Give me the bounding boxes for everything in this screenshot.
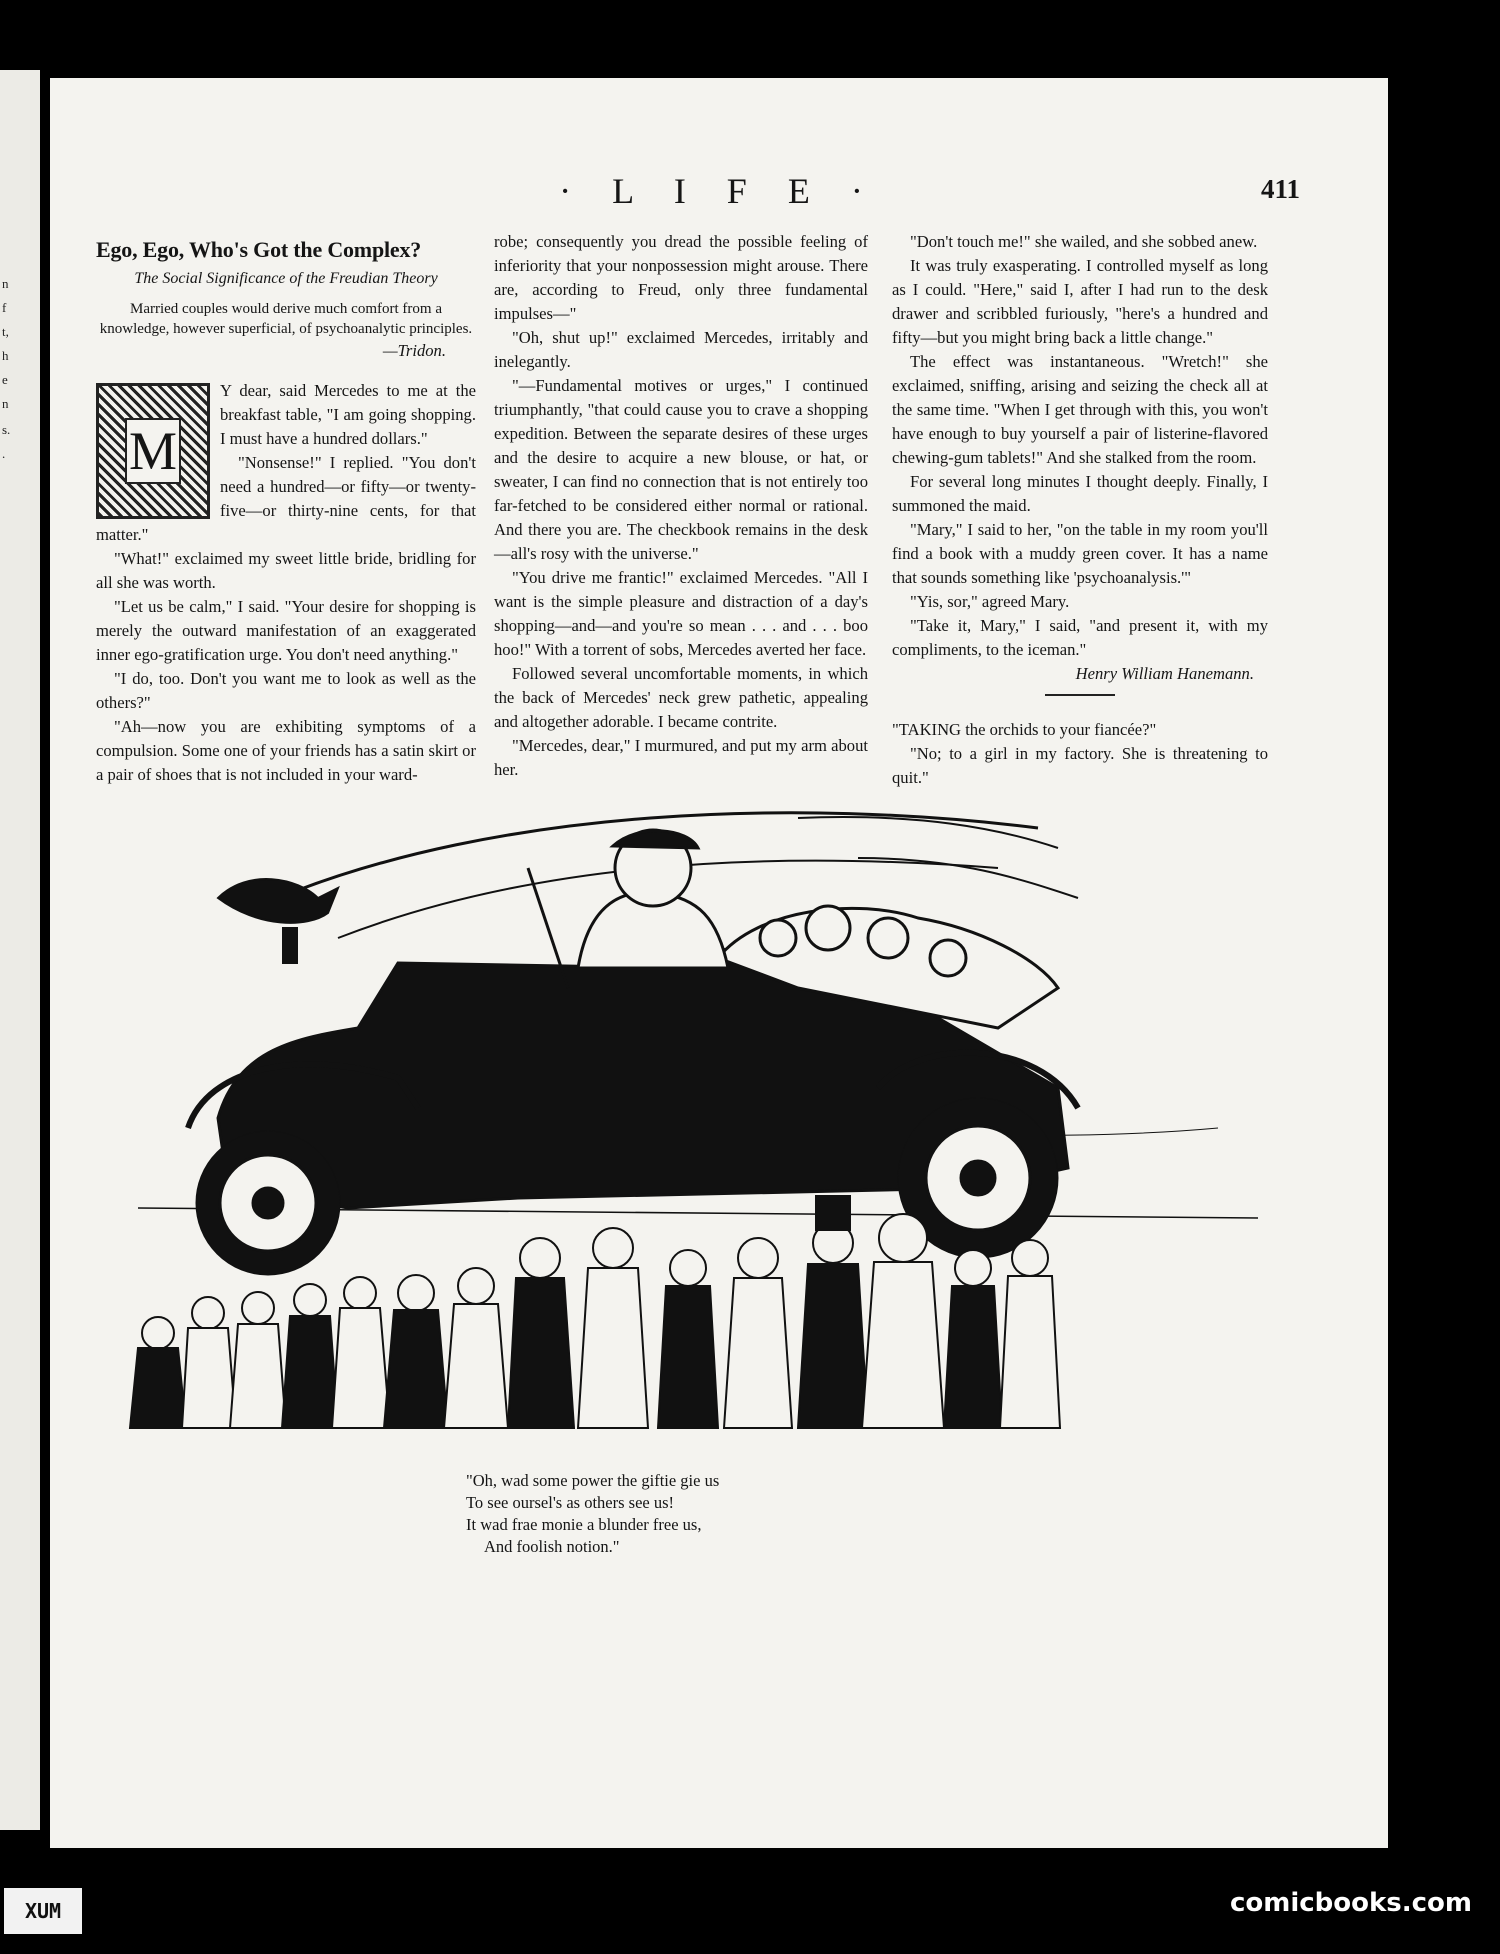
speed-line — [798, 817, 1058, 848]
paragraph: "Don't touch me!" she wailed, and she sobbed anew. — [910, 232, 1258, 251]
paragraph: "—Fundamental motives or urges," I continued triumphantly, "that could cause you to crave a shopping expedition. Between the separate desires of these urges and the desire to acquire a new blouse, or hat, or sweater, I can find no connection that is not entirely too far-fetched to be considered either normal or rational. And there you are. The checkbook remains in the desk—all's rosy with the universe." — [494, 376, 868, 563]
paragraph: For several long minutes I thought deeply. Finally, I summoned the maid. — [892, 472, 1268, 515]
figure — [508, 1238, 574, 1428]
article-subtitle: The Social Significance of the Freudian Theory — [134, 270, 438, 287]
paragraph: "Yis, sor," agreed Mary. — [910, 592, 1070, 611]
page-number: 411 — [1260, 174, 1300, 204]
figure — [130, 1317, 186, 1428]
article-column-3 — [892, 230, 1268, 790]
paragraph: "Ah—now you are exhibiting symptoms of a compulsion. Some one of your friends has a satin skirt or a pair of shoes that is not included in your ward- — [96, 717, 476, 784]
eagle-hood-ornament — [218, 879, 338, 963]
figure — [798, 1196, 868, 1428]
article-column-2 — [494, 230, 868, 782]
caption-line: And foolish notion." — [484, 1537, 620, 1556]
paragraph: "Mary," I said to her, "on the table in my room you'll find a book with a muddy green cover. It has a name that sounds something like 'psychoanalysis.'" — [892, 520, 1268, 587]
drop-cap-letter: M — [125, 418, 181, 484]
author-signature: Henry William Hanemann. — [1075, 664, 1254, 683]
figure — [944, 1250, 1002, 1428]
caption-line: "Oh, wad some power the giftie gie us — [466, 1471, 720, 1490]
paragraph: "I do, too. Don't you want me to look as well as the others?" — [96, 669, 476, 712]
caption-line: To see oursel's as others see us! — [466, 1493, 675, 1512]
front-wheel — [196, 1131, 340, 1275]
paragraph: It was truly exasperating. I controlled myself as long as I could. "Here," said I, after I had run to the desk drawer and scribbled furiously, "here's a hundred and fifty—but you might bring back a little change." — [892, 256, 1268, 347]
paragraph: "Nonsense!" I replied. "You don't need a hundred—or fifty—or twenty-five—or thirty-nine cents, for that matter." — [96, 453, 476, 544]
paragraph: "Oh, shut up!" exclaimed Mercedes, irritably and inelegantly. — [494, 328, 868, 371]
joke-line: "TAKING the orchids to your fiancée?" — [892, 720, 1157, 739]
epigraph-author: —Tridon. — [382, 341, 446, 360]
edge-fragment: f — [2, 300, 7, 315]
edge-fragment: h — [2, 348, 9, 363]
speed-line — [858, 858, 1078, 898]
edge-fragment: e — [2, 372, 8, 387]
edge-fragment: n — [2, 396, 9, 411]
edge-fragment: s. — [2, 422, 11, 437]
divider — [1045, 694, 1115, 696]
figure — [658, 1250, 718, 1428]
figure — [282, 1284, 338, 1428]
edge-fragment: . — [2, 446, 6, 461]
paragraph: Y dear, said Mercedes to me at the breakfast table, "I am going shopping. I must have a hundred dollars." — [220, 381, 476, 448]
figure — [384, 1275, 448, 1428]
figure — [578, 1228, 648, 1428]
figure — [724, 1238, 792, 1428]
edge-fragment: t, — [2, 324, 9, 339]
paragraph: "Take it, Mary," I said, "and present it, with my compliments, to the iceman." — [892, 616, 1268, 659]
paragraph: robe; consequently you dread the possible feeling of inferiority that your nonpossession might arouse. There are, according to Freud, only three fundamental impulses—" — [494, 232, 868, 323]
paragraph: "What!" exclaimed my sweet little bride, bridling for all she was worth. — [96, 549, 476, 592]
corner-tag: XUM — [4, 1888, 82, 1934]
figure — [444, 1268, 508, 1428]
paragraph: "Mercedes, dear," I murmured, and put my arm about her. — [494, 736, 868, 779]
figure — [862, 1214, 944, 1428]
driver — [528, 830, 728, 988]
joke-line: "No; to a girl in my factory. She is threatening to quit." — [892, 744, 1268, 787]
figure — [332, 1277, 390, 1428]
article-column-1 — [96, 230, 476, 787]
cartoon-illustration — [98, 788, 1318, 1438]
edge-fragment: n — [2, 276, 9, 291]
previous-page-edge — [0, 70, 40, 1830]
paragraph: "Let us be calm," I said. "Your desire for shopping is merely the outward manifestation of an exaggerated inner ego-gratification urge. You don't need anything." — [96, 597, 476, 664]
article-title: Ego, Ego, Who's Got the Complex? — [96, 237, 422, 262]
illustration-caption — [466, 1470, 719, 1558]
figure — [230, 1292, 286, 1428]
figure — [182, 1297, 236, 1428]
epigraph: Married couples would derive much comfort from a knowledge, however superficial, of psychoanalytic principles. — [99, 301, 473, 337]
paragraph: The effect was instantaneous. "Wretch!" she exclaimed, sniffing, arising and seizing the check all at the same time. "When I get through with this, you won't have enough to buy yourself a pair of listerine-flavored chewing-gum tablets!" And she stalked from the room. — [892, 352, 1268, 467]
caption-line: It wad frae monie a blunder free us, — [466, 1515, 702, 1534]
figure — [1000, 1240, 1060, 1428]
paragraph: Followed several uncomfortable moments, in which the back of Mercedes' neck grew pathetic, appealing and altogether adorable. I became contrite. — [494, 664, 868, 731]
magazine-title: · L I F E · — [559, 171, 879, 211]
paragraph: "You drive me frantic!" exclaimed Mercedes. "All I want is the simple pleasure and distraction of a day's shopping—and—and you're so mean . . . and . . . boo hoo!" With a torrent of sobs, Mercedes averted her face. — [494, 568, 868, 659]
site-watermark: comicbooks.com — [1229, 1888, 1472, 1918]
magazine-page — [50, 78, 1388, 1848]
ornamental-drop-cap — [96, 383, 210, 519]
